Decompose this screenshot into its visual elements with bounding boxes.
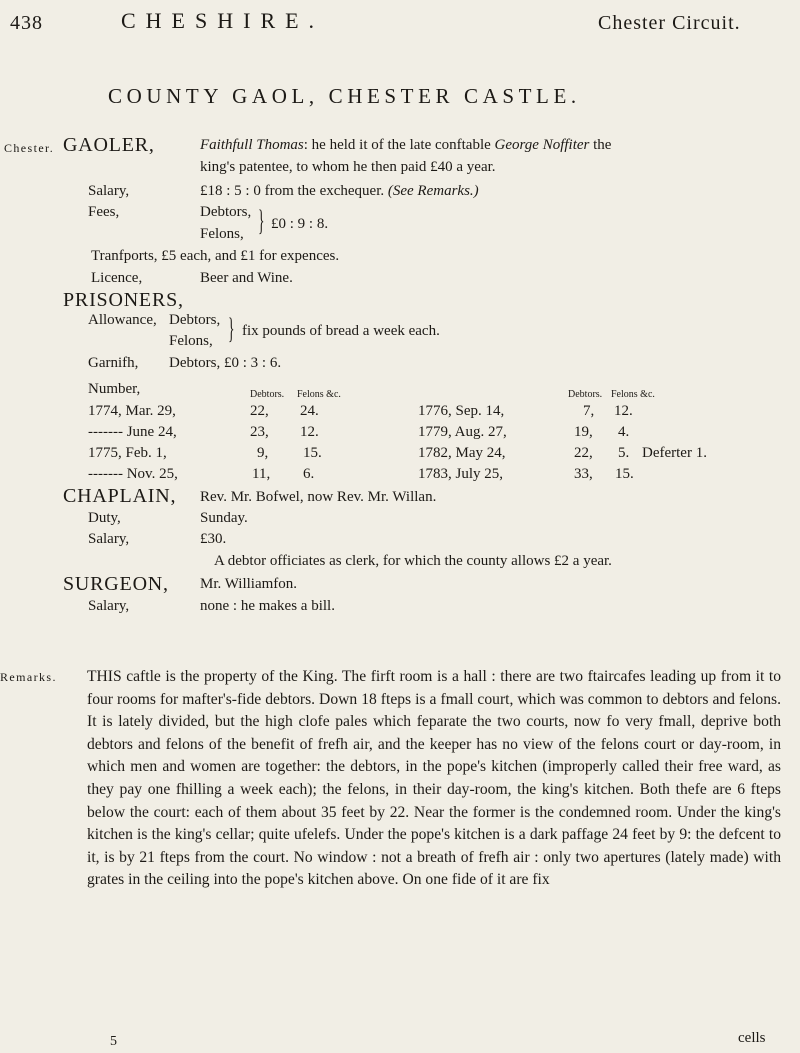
signature-mark: 5 [110, 1034, 117, 1049]
surgeon-salary-label: Salary, [88, 598, 130, 614]
right-row-debtors: 19, [574, 424, 593, 440]
fees-debtors: Debtors, [200, 204, 252, 220]
surgeon-salary-value: none : he makes a bill. [200, 598, 335, 614]
left-row-felons: 12. [300, 424, 319, 440]
allowance-debtors: Debtors, [169, 312, 221, 328]
prisoners-label: PRISONERS, [63, 289, 184, 311]
gaoler-text-2: the [593, 137, 612, 153]
page-number: 438 [10, 12, 43, 34]
running-right-title: Chester Circuit. [598, 12, 741, 34]
col-debtors-left: Debtors. [250, 389, 285, 400]
garnish-value: Debtors, £0 : 3 : 6. [169, 355, 282, 371]
gaoler-text-1: : he held it of the late conftable [303, 137, 491, 153]
gaoler-line-1 [200, 137, 611, 154]
salary-label: Salary, [88, 183, 130, 199]
col-debtors-right: Debtors. [568, 389, 603, 400]
garnish-label: Garnifh, [88, 355, 139, 371]
duty-value: Sunday. [200, 510, 248, 526]
chaplain-text: Rev. Mr. Bofwel, now Rev. Mr. Willan. [200, 489, 437, 505]
duty-label: Duty, [88, 510, 121, 526]
catchword: cells [738, 1030, 766, 1046]
right-row-felons: 15. [615, 466, 634, 482]
right-row-debtors: 7, [583, 403, 595, 419]
right-row-date: 1779, Aug. 27, [418, 424, 507, 440]
left-row-date: 1774, Mar. 29, [88, 403, 176, 419]
number-label: Number, [88, 381, 141, 397]
right-row-debtors: 33, [574, 466, 593, 482]
running-title: CHESHIRE. [121, 8, 325, 33]
left-row-date: ------- June 24, [88, 424, 177, 440]
col-felons-right: Felons &c. [611, 389, 655, 400]
remarks-margin-label: Remarks. [0, 670, 57, 684]
right-row-felons: 4. [618, 424, 630, 440]
right-row-felons: 12. [614, 403, 633, 419]
licence-label: Licence, [91, 270, 143, 286]
left-row-debtors: 9, [257, 445, 269, 461]
surgeon-label: SURGEON, [63, 573, 169, 595]
gaoler-line-2: king's patentee, to whom he then paid £40 a year. [200, 159, 496, 175]
gaoler-name: Faithfull Thomas [200, 137, 304, 153]
left-row-date: ------- Nov. 25, [88, 466, 178, 482]
right-row-date: 1783, July 25, [418, 466, 504, 482]
chaplain-salary-value: £30. [200, 531, 227, 547]
allowance-value: fix pounds of bread a week each. [242, 323, 440, 339]
right-row-debtors: 22, [574, 445, 593, 461]
left-row-debtors: 11, [252, 466, 271, 482]
left-row-debtors: 22, [250, 403, 269, 419]
right-row-felons: 5. [618, 445, 630, 461]
fees-felons: Felons, [200, 226, 244, 242]
transports-line: Tranfports, £5 each, and £1 for expences. [91, 248, 340, 264]
right-row-date: 1776, Sep. 14, [418, 403, 505, 419]
fees-brace: } [258, 204, 265, 237]
left-row-felons: 24. [300, 403, 319, 419]
left-row-date: 1775, Feb. 1, [88, 445, 167, 461]
right-row-date: 1782, May 24, [418, 445, 506, 461]
allowance-felons: Felons, [169, 333, 213, 349]
remarks-paragraph: THIS caftle is the property of the King. The firft room is a hall : there are two ftaircafes leading up from it to four rooms for mafter's-fide debtors. Down 18 fteps is a fmall court, which was common to debtors and felons. It is lately divided, but the high clofe pales which feparate the two courts, now fo very fmall, deprive both debtors and felons of the benefit of frefh air, and the keeper has no view of the felons court or day-room, in which men and women are together: the debtors, in the pope's kitchen (improperly called their free ward, as they pay one fhilling a week each); the felons, in their day-room, the king's kitchen. Both thefe are 6 fteps below the court: each of them about 35 feet by 22. Near the former is the condemned room. Under the king's kitchen is the king's cellar; quite ufelefs. Under the pope's kitchen is a dark paffage 24 feet by 9: the defcent to it, is by 21 fteps from the court. No window : not a breath of frefh air : only two apertures (lately made) with grates in the ceiling into the pope's kitchen above. On one fide of it are fix [87, 668, 781, 889]
right-row-deserter: Deferter 1. [642, 445, 707, 461]
allowance-brace: } [228, 312, 235, 345]
allowance-label: Allowance, [88, 312, 157, 328]
fees-label: Fees, [88, 204, 120, 220]
chaplain-salary-label: Salary, [88, 531, 130, 547]
salary-note: (See Remarks.) [387, 183, 479, 199]
gaoler-label: GAOLER, [63, 134, 155, 156]
col-felons-left: Felons &c. [297, 389, 341, 400]
left-row-debtors: 23, [250, 424, 269, 440]
chaplain-label: CHAPLAIN, [63, 485, 177, 507]
left-row-felons: 6. [303, 466, 315, 482]
page-title: COUNTY GAOL, CHESTER CASTLE. [108, 84, 581, 108]
gaoler-patron: George Noffiter [494, 137, 590, 153]
salary-line [200, 183, 479, 200]
fees-amount: £0 : 9 : 8. [271, 216, 329, 232]
licence-value: Beer and Wine. [200, 270, 293, 286]
clerk-note: A debtor officiates as clerk, for which the county allows £2 a year. [214, 553, 612, 569]
margin-place: Chester. [4, 141, 55, 155]
left-row-felons: 15. [303, 445, 322, 461]
surgeon-name: Mr. Williamfon. [200, 576, 298, 592]
salary-value: £18 : 5 : 0 from the exchequer. [200, 183, 385, 199]
